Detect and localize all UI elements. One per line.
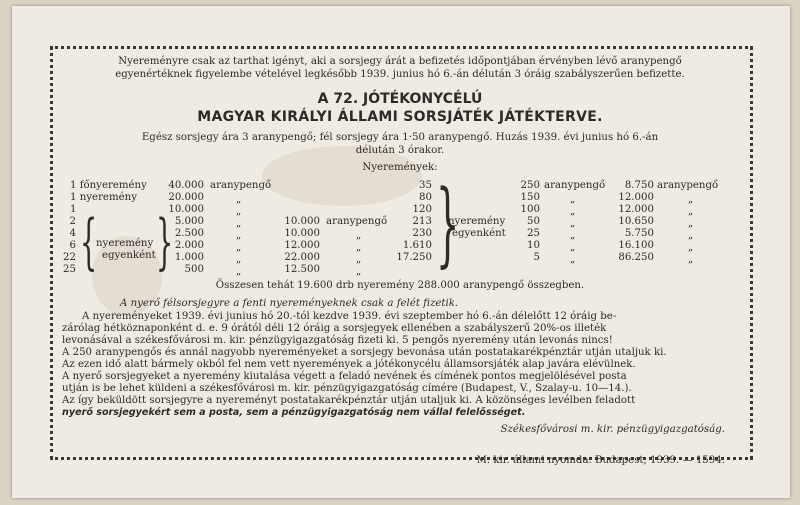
prize-amount: 500 — [184, 264, 204, 275]
prize-amount: 150 — [520, 192, 540, 203]
ditto-mark: „ — [236, 230, 242, 241]
ditto-mark: „ — [570, 206, 576, 217]
unit-label: aranypengő — [657, 180, 719, 191]
prize-count: 1 — [70, 204, 77, 215]
prize-total: 10.650 — [618, 216, 654, 227]
price-line-1: Egész sorsjegy ára 3 aranypengő; fél sorsjegy ára 1·50 aranypengő. Huzás 1939. évi junius hó 6.-án — [141, 132, 659, 143]
prize-total: 10.000 — [284, 228, 320, 239]
notice-line-1: Nyereményre csak az tarthat igényt, aki a sorsjegy árát a befizetés időpontjában érvényben lévő aranypengő — [118, 56, 682, 67]
prize-count: 2 — [69, 216, 76, 227]
prize-amount: 2.500 — [174, 228, 204, 239]
prize-count: 35 — [419, 180, 432, 191]
ditto-mark: „ — [688, 254, 694, 265]
prize-amount: 250 — [520, 180, 540, 191]
prize-total: 16.100 — [618, 240, 654, 251]
body-line: A nyerő sorsjegyeket a nyeremény kiutalása végett a feladó nevének és címének pontos megjelölésével posta — [62, 371, 627, 382]
prize-count: 1 nyeremény — [70, 192, 137, 203]
prize-count: 25 — [63, 264, 76, 275]
ditto-mark: „ — [236, 266, 242, 277]
prize-count: 4 — [69, 228, 76, 239]
prize-count: 230 — [412, 228, 432, 239]
prize-amount: 2.000 — [174, 240, 204, 251]
ditto-mark: „ — [688, 230, 694, 241]
title-line-1: A 72. JÓTÉKONYCÉLÚ — [317, 91, 483, 107]
ditto-mark: „ — [570, 218, 576, 229]
ditto-mark: „ — [570, 230, 576, 241]
prize-amount: 100 — [520, 204, 540, 215]
left-group-label: egyenként — [102, 250, 156, 261]
ditto-mark: „ — [688, 194, 694, 205]
body-line: nyerő sorsjegyekért sem a posta, sem a pénzügyigazgatóság nem vállal felelősséget. — [62, 407, 526, 418]
body-line: A nyereményeket 1939. évi junius hó 20.-tól kezdve 1939. évi szeptember hó 6.-án délelőtt 12 óráig be- — [82, 311, 617, 322]
price-line-2: délután 3 órakor. — [355, 145, 445, 156]
ditto-mark: „ — [356, 254, 362, 265]
prize-total: 12.000 — [618, 204, 654, 215]
prize-amount: 20.000 — [168, 192, 204, 203]
prize-count: 6 — [69, 240, 76, 251]
ditto-mark: „ — [356, 230, 362, 241]
notice-line-2: egyenértéknek figyelembe vételével legkésőbb 1939. junius hó 6.-án délután 3 óráig szabályszerűen befizette. — [115, 69, 685, 80]
prize-amount: 1.000 — [174, 252, 204, 263]
prize-total: 8.750 — [624, 180, 654, 191]
ditto-mark: „ — [236, 206, 242, 217]
prize-amount: 50 — [527, 216, 540, 227]
body-line: levonásával a székesfővárosi m. kir. pénzügyigazgatóság fizeti ki. 5 pengős nyeremény után levonás nincs! — [62, 335, 613, 346]
body-line: Az ezen idő alatt bármely okból fel nem vett nyeremények a jótékonycélu államsorsjáték alap javára elévülnek. — [62, 359, 636, 370]
prize-count: 120 — [412, 204, 432, 215]
left-brace: { — [80, 207, 98, 277]
prize-total: 5.750 — [624, 228, 654, 239]
prize-total: 86.250 — [618, 252, 654, 263]
half-ticket-note: A nyerő félsorsjegyre a fenti nyereményeknek csak a felét fizetik. — [120, 298, 459, 309]
prize-count: 213 — [412, 216, 432, 227]
prize-amount: 5.000 — [174, 216, 204, 227]
prize-total: 22.000 — [284, 252, 320, 263]
right-group-label: nyeremény — [448, 216, 506, 227]
unit-label: aranypengő — [210, 180, 272, 191]
body-line: Az így beküldött sorsjegyre a nyereményt postatakarékpénztár utján utaljuk ki. A közönséges levélben feladott — [62, 395, 636, 406]
printer-imprint: M. kir. állami nyomda. Budapest, 1939. — 1594. — [476, 455, 725, 466]
signature: Székesfővárosi m. kir. pénzügyigazgatóság. — [500, 424, 725, 435]
unit-label: aranypengő — [544, 180, 606, 191]
prize-amount: 10.000 — [168, 204, 204, 215]
prize-count: 22 — [63, 252, 76, 263]
ditto-mark: „ — [688, 206, 694, 217]
ditto-mark: „ — [570, 242, 576, 253]
prize-total: 12.500 — [284, 264, 320, 275]
prize-count: 1 főnyeremény — [70, 180, 147, 191]
right-brace: } — [436, 170, 460, 277]
ditto-mark: „ — [356, 266, 362, 277]
prize-amount: 25 — [527, 228, 540, 239]
prize-total: 10.000 — [284, 216, 320, 227]
prize-count: 1.610 — [402, 240, 432, 251]
prize-amount: 10 — [527, 240, 540, 251]
prize-amount: 5 — [533, 252, 540, 263]
prize-count: 17.250 — [396, 252, 432, 263]
prizes-heading: Nyeremények: — [362, 162, 438, 173]
title-line-2: MAGYAR KIRÁLYI ÁLLAMI SORSJÁTÉK JÁTÉKTERVE. — [197, 109, 603, 125]
body-line: utján is be lehet küldeni a székesfővárosi m. kir. pénzügyigazgatóság címére (Budapest, V., Szalay-u. 10—14.). — [62, 383, 632, 394]
summary-line: Összesen tehát 19.600 drb nyeremény 288.000 aranypengő összegben. — [215, 280, 585, 291]
prize-count: 80 — [419, 192, 432, 203]
ditto-mark: „ — [236, 194, 242, 205]
ditto-mark: „ — [570, 194, 576, 205]
ditto-mark: „ — [236, 242, 242, 253]
ditto-mark: „ — [688, 242, 694, 253]
left-brace-close: } — [156, 207, 174, 277]
prize-total: 12.000 — [284, 240, 320, 251]
ditto-mark: „ — [236, 254, 242, 265]
body-line: zárólag hétköznaponként d. e. 9 órától déli 12 óráig a sorsjegyek ellenében a szabályszerű 20%-os illeték — [62, 323, 607, 334]
body-line: A 250 aranypengős és annál nagyobb nyereményeket a sorsjegy bevonása után postatakarékpénztár utján utaljuk ki. — [62, 347, 667, 358]
ditto-mark: „ — [236, 218, 242, 229]
unit-label: aranypengő — [326, 216, 388, 227]
ditto-mark: „ — [688, 218, 694, 229]
ditto-mark: „ — [356, 242, 362, 253]
ditto-mark: „ — [570, 254, 576, 265]
prize-amount: 40.000 — [168, 180, 204, 191]
left-group-label: nyeremény — [96, 238, 154, 249]
prize-total: 12.000 — [618, 192, 654, 203]
right-group-label: egyenként — [452, 228, 506, 239]
